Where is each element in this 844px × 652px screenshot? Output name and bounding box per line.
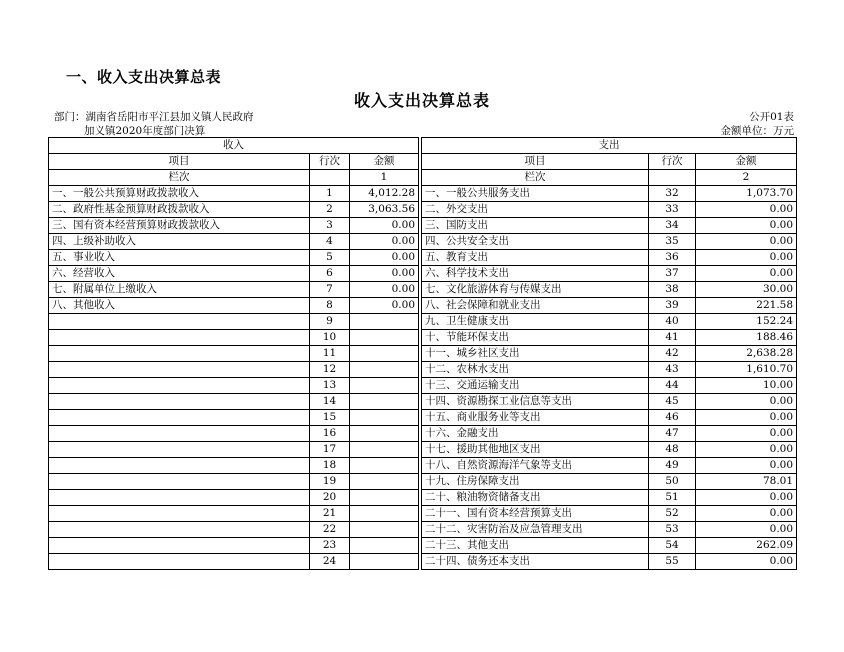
income-item: 五、事业收入 bbox=[49, 250, 310, 266]
table-row bbox=[49, 346, 797, 362]
income-amount: 0.00 bbox=[350, 234, 419, 250]
income-amount bbox=[350, 314, 419, 330]
income-line-number: 21 bbox=[310, 506, 350, 522]
expenditure-item: 十二、农林水支出 bbox=[422, 362, 649, 378]
expenditure-item: 十三、交通运输支出 bbox=[422, 378, 649, 394]
expenditure-line-number: 55 bbox=[649, 554, 696, 570]
expenditure-item: 八、社会保障和就业支出 bbox=[422, 298, 649, 314]
expenditure-amount: 2,638.28 bbox=[696, 346, 797, 362]
expenditure-item: 三、国防支出 bbox=[422, 218, 649, 234]
income-line-number: 24 bbox=[310, 554, 350, 570]
expenditure-item: 六、科学技术支出 bbox=[422, 266, 649, 282]
expenditure-item: 五、教育支出 bbox=[422, 250, 649, 266]
income-amount: 0.00 bbox=[350, 282, 419, 298]
income-line-number: 6 bbox=[310, 266, 350, 282]
income-item bbox=[49, 378, 310, 394]
expenditure-amount: 10.00 bbox=[696, 378, 797, 394]
income-line-number: 7 bbox=[310, 282, 350, 298]
expenditure-item: 二十四、债务还本支出 bbox=[422, 554, 649, 570]
expenditure-amount: 78.01 bbox=[696, 474, 797, 490]
expenditure-line-number: 44 bbox=[649, 378, 696, 394]
amount-unit: 金额单位：万元 bbox=[720, 125, 794, 137]
expenditure-line-number: 52 bbox=[649, 506, 696, 522]
table-row bbox=[49, 522, 797, 538]
expenditure-amount: 0.00 bbox=[696, 442, 797, 458]
expenditure-amount-header: 金额 bbox=[696, 154, 797, 170]
income-amount: 3,063.56 bbox=[350, 202, 419, 218]
report-year: 加义镇2020年度部门决算 bbox=[84, 125, 206, 137]
income-line-number: 11 bbox=[310, 346, 350, 362]
expenditure-amount: 30.00 bbox=[696, 282, 797, 298]
income-line-header: 行次 bbox=[310, 154, 350, 170]
expenditure-item: 二十三、其他支出 bbox=[422, 538, 649, 554]
expenditure-line-number: 41 bbox=[649, 330, 696, 346]
table-row bbox=[49, 314, 797, 330]
income-line-number: 5 bbox=[310, 250, 350, 266]
expenditure-amount: 0.00 bbox=[696, 426, 797, 442]
empty-cell bbox=[310, 170, 350, 186]
income-line-number: 20 bbox=[310, 490, 350, 506]
expenditure-amount: 1,073.70 bbox=[696, 186, 797, 202]
expenditure-amount: 0.00 bbox=[696, 266, 797, 282]
table-row bbox=[49, 234, 797, 250]
expenditure-line-number: 37 bbox=[649, 266, 696, 282]
expenditure-item: 十六、金融支出 bbox=[422, 426, 649, 442]
expenditure-amount: 0.00 bbox=[696, 218, 797, 234]
income-column-number: 1 bbox=[350, 170, 419, 186]
income-line-number: 23 bbox=[310, 538, 350, 554]
expenditure-amount: 0.00 bbox=[696, 234, 797, 250]
income-item: 七、附属单位上缴收入 bbox=[49, 282, 310, 298]
income-amount bbox=[350, 506, 419, 522]
expenditure-line-number: 35 bbox=[649, 234, 696, 250]
expenditure-line-number: 40 bbox=[649, 314, 696, 330]
expenditure-amount: 221.58 bbox=[696, 298, 797, 314]
income-column-label: 栏次 bbox=[49, 170, 310, 186]
income-item: 八、其他收入 bbox=[49, 298, 310, 314]
income-line-number: 3 bbox=[310, 218, 350, 234]
income-item: 四、上级补助收入 bbox=[49, 234, 310, 250]
expenditure-item: 十四、资源勘探工业信息等支出 bbox=[422, 394, 649, 410]
income-item bbox=[49, 330, 310, 346]
expenditure-line-number: 43 bbox=[649, 362, 696, 378]
income-expenditure-table bbox=[48, 137, 797, 570]
expenditure-line-number: 53 bbox=[649, 522, 696, 538]
income-item: 六、经营收入 bbox=[49, 266, 310, 282]
expenditure-line-number: 38 bbox=[649, 282, 696, 298]
table-row bbox=[49, 458, 797, 474]
expenditure-line-number: 49 bbox=[649, 458, 696, 474]
table-row bbox=[49, 490, 797, 506]
income-line-number: 22 bbox=[310, 522, 350, 538]
expenditure-amount: 0.00 bbox=[696, 506, 797, 522]
expenditure-line-number: 39 bbox=[649, 298, 696, 314]
expenditure-item: 二十、粮油物资储备支出 bbox=[422, 490, 649, 506]
expenditure-line-number: 46 bbox=[649, 410, 696, 426]
income-line-number: 9 bbox=[310, 314, 350, 330]
income-amount bbox=[350, 474, 419, 490]
income-amount bbox=[350, 410, 419, 426]
table-row bbox=[49, 410, 797, 426]
income-amount bbox=[350, 346, 419, 362]
income-line-number: 4 bbox=[310, 234, 350, 250]
table-row bbox=[49, 282, 797, 298]
income-item bbox=[49, 522, 310, 538]
expenditure-item: 十五、商业服务业等支出 bbox=[422, 410, 649, 426]
expenditure-line-number: 34 bbox=[649, 218, 696, 234]
header-row-column-numbers bbox=[49, 170, 797, 186]
expenditure-amount: 0.00 bbox=[696, 554, 797, 570]
income-item bbox=[49, 346, 310, 362]
expenditure-item: 十七、援助其他地区支出 bbox=[422, 442, 649, 458]
income-line-number: 14 bbox=[310, 394, 350, 410]
income-item bbox=[49, 410, 310, 426]
income-line-number: 10 bbox=[310, 330, 350, 346]
income-item-header: 项目 bbox=[49, 154, 310, 170]
header-row-sections bbox=[49, 138, 797, 154]
income-item bbox=[49, 490, 310, 506]
expenditure-item: 二十一、国有资本经营预算支出 bbox=[422, 506, 649, 522]
income-amount: 0.00 bbox=[350, 218, 419, 234]
expenditure-line-number: 42 bbox=[649, 346, 696, 362]
table-row bbox=[49, 218, 797, 234]
expenditure-amount: 1,610.70 bbox=[696, 362, 797, 378]
expenditure-amount: 0.00 bbox=[696, 394, 797, 410]
expenditure-item: 一、一般公共服务支出 bbox=[422, 186, 649, 202]
expenditure-item-header: 项目 bbox=[422, 154, 649, 170]
income-line-number: 8 bbox=[310, 298, 350, 314]
income-amount bbox=[350, 522, 419, 538]
expenditure-line-number: 47 bbox=[649, 426, 696, 442]
table-row bbox=[49, 554, 797, 570]
expenditure-item: 七、文化旅游体育与传媒支出 bbox=[422, 282, 649, 298]
expenditure-amount: 188.46 bbox=[696, 330, 797, 346]
income-line-number: 17 bbox=[310, 442, 350, 458]
income-amount bbox=[350, 538, 419, 554]
expenditure-amount: 262.09 bbox=[696, 538, 797, 554]
expenditure-line-header: 行次 bbox=[649, 154, 696, 170]
income-amount-header: 金额 bbox=[350, 154, 419, 170]
income-amount bbox=[350, 394, 419, 410]
income-item bbox=[49, 538, 310, 554]
expenditure-line-number: 33 bbox=[649, 202, 696, 218]
table-row bbox=[49, 394, 797, 410]
income-item bbox=[49, 314, 310, 330]
income-line-number: 1 bbox=[310, 186, 350, 202]
income-line-number: 2 bbox=[310, 202, 350, 218]
table-row bbox=[49, 202, 797, 218]
income-item bbox=[49, 554, 310, 570]
expenditure-amount: 0.00 bbox=[696, 410, 797, 426]
empty-cell bbox=[649, 170, 696, 186]
income-item bbox=[49, 458, 310, 474]
table-row bbox=[49, 378, 797, 394]
expenditure-item: 十一、城乡社区支出 bbox=[422, 346, 649, 362]
expenditure-line-number: 45 bbox=[649, 394, 696, 410]
expenditure-line-number: 48 bbox=[649, 442, 696, 458]
income-item bbox=[49, 394, 310, 410]
income-header: 收入 bbox=[49, 138, 419, 154]
expenditure-line-number: 51 bbox=[649, 490, 696, 506]
income-item: 二、政府性基金预算财政拨款收入 bbox=[49, 202, 310, 218]
income-line-number: 16 bbox=[310, 426, 350, 442]
expenditure-amount: 152.24 bbox=[696, 314, 797, 330]
department-label: 部门：湖南省岳阳市平江县加义镇人民政府 bbox=[54, 111, 254, 123]
income-item bbox=[49, 506, 310, 522]
income-amount bbox=[350, 330, 419, 346]
table-row bbox=[49, 330, 797, 346]
expenditure-item: 十八、自然资源海洋气象等支出 bbox=[422, 458, 649, 474]
table-row bbox=[49, 538, 797, 554]
table-row bbox=[49, 426, 797, 442]
income-amount: 0.00 bbox=[350, 298, 419, 314]
income-line-number: 18 bbox=[310, 458, 350, 474]
expenditure-item: 十、节能环保支出 bbox=[422, 330, 649, 346]
income-amount: 0.00 bbox=[350, 266, 419, 282]
income-item bbox=[49, 474, 310, 490]
expenditure-column-label: 栏次 bbox=[422, 170, 649, 186]
expenditure-amount: 0.00 bbox=[696, 202, 797, 218]
income-line-number: 19 bbox=[310, 474, 350, 490]
income-item: 三、国有资本经营预算财政拨款收入 bbox=[49, 218, 310, 234]
table-row bbox=[49, 362, 797, 378]
expenditure-item: 九、卫生健康支出 bbox=[422, 314, 649, 330]
table-row bbox=[49, 186, 797, 202]
expenditure-item: 二十二、灾害防治及应急管理支出 bbox=[422, 522, 649, 538]
expenditure-amount: 0.00 bbox=[696, 250, 797, 266]
table-row bbox=[49, 474, 797, 490]
document-title: 收入支出决算总表 bbox=[353, 91, 490, 110]
income-amount: 0.00 bbox=[350, 250, 419, 266]
expenditure-item: 四、公共安全支出 bbox=[422, 234, 649, 250]
expenditure-amount: 0.00 bbox=[696, 458, 797, 474]
expenditure-line-number: 32 bbox=[649, 186, 696, 202]
income-line-number: 13 bbox=[310, 378, 350, 394]
income-amount bbox=[350, 490, 419, 506]
expenditure-column-number: 2 bbox=[696, 170, 797, 186]
expenditure-header: 支出 bbox=[422, 138, 797, 154]
expenditure-item: 十九、住房保障支出 bbox=[422, 474, 649, 490]
income-item bbox=[49, 362, 310, 378]
expenditure-line-number: 54 bbox=[649, 538, 696, 554]
expenditure-line-number: 36 bbox=[649, 250, 696, 266]
table-row bbox=[49, 266, 797, 282]
income-amount bbox=[350, 554, 419, 570]
income-item bbox=[49, 426, 310, 442]
expenditure-item: 二、外交支出 bbox=[422, 202, 649, 218]
income-item bbox=[49, 442, 310, 458]
table-row bbox=[49, 298, 797, 314]
expenditure-line-number: 50 bbox=[649, 474, 696, 490]
income-amount bbox=[350, 362, 419, 378]
section-heading: 一、收入支出决算总表 bbox=[66, 68, 222, 86]
income-amount bbox=[350, 378, 419, 394]
income-amount bbox=[350, 426, 419, 442]
table-row bbox=[49, 250, 797, 266]
table-row bbox=[49, 442, 797, 458]
table-row bbox=[49, 506, 797, 522]
income-amount bbox=[350, 442, 419, 458]
income-amount bbox=[350, 458, 419, 474]
form-number: 公开01表 bbox=[749, 111, 794, 123]
header-row-columns bbox=[49, 154, 797, 170]
income-item: 一、一般公共预算财政拨款收入 bbox=[49, 186, 310, 202]
expenditure-amount: 0.00 bbox=[696, 522, 797, 538]
income-line-number: 15 bbox=[310, 410, 350, 426]
income-amount: 4,012.28 bbox=[350, 186, 419, 202]
expenditure-amount: 0.00 bbox=[696, 490, 797, 506]
income-line-number: 12 bbox=[310, 362, 350, 378]
